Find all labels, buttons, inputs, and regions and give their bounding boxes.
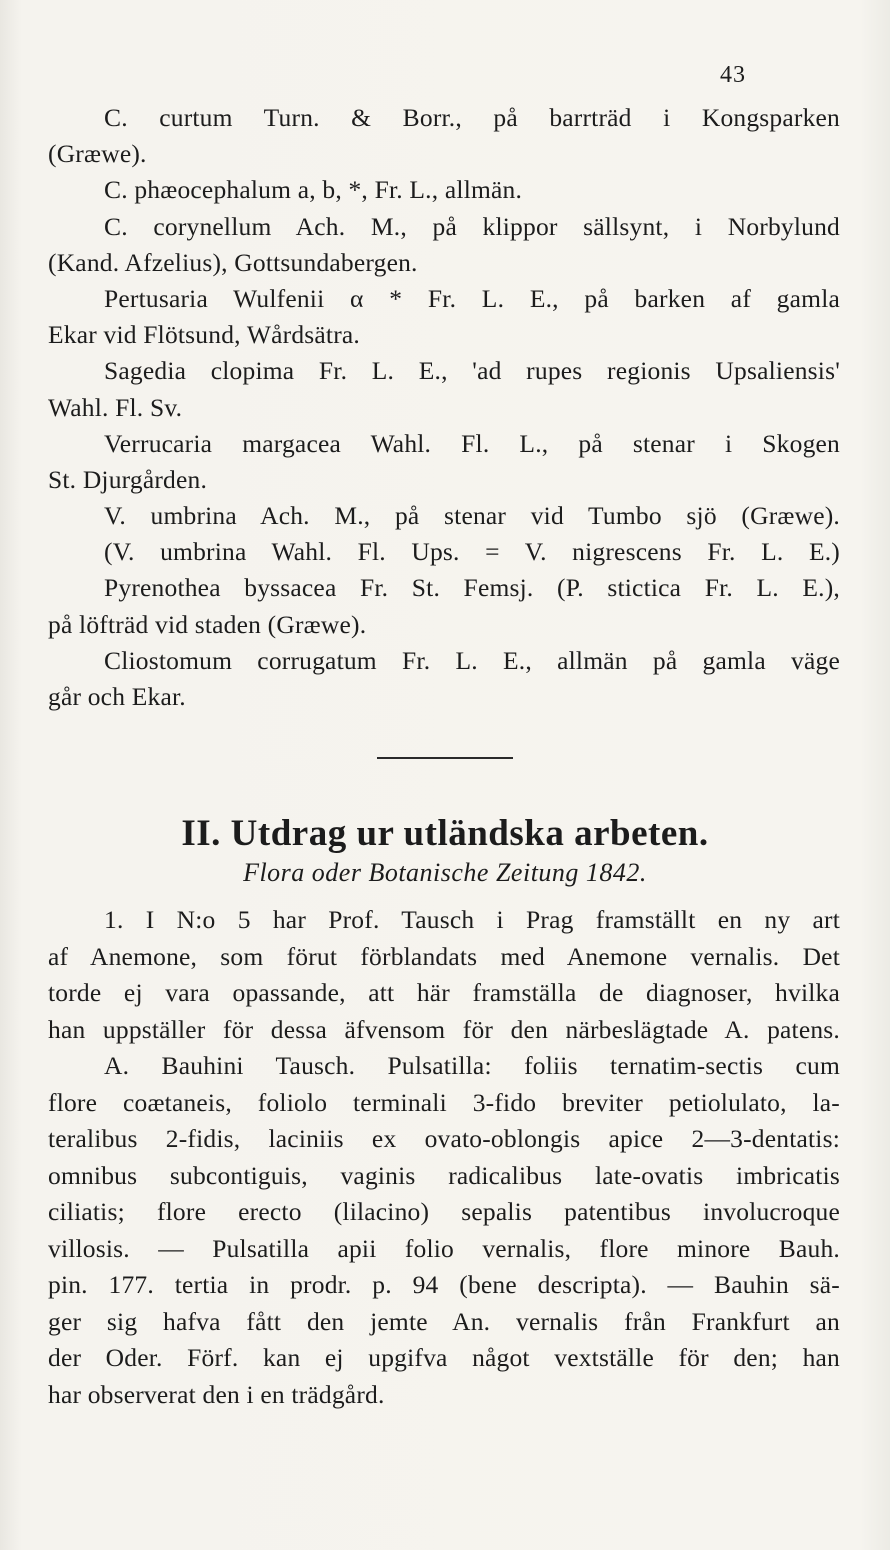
text-line: ger sig hafva fått den jemte An. vernalis från Frankfurt an bbox=[48, 1306, 840, 1336]
text-line: 1. I N:o 5 har Prof. Tausch i Prag framställt en ny art bbox=[104, 905, 840, 934]
body-text bbox=[48, 902, 840, 1413]
text-line: han uppställer för dessa äfvensom för den närbeslägtade A. patens. bbox=[48, 1014, 840, 1044]
text-line: af Anemone, som förut förblandats med Anemone vernalis. Det bbox=[48, 941, 840, 971]
text-line: på löfträd vid staden (Græwe). bbox=[48, 609, 367, 639]
text-line: Cliostomum corrugatum Fr. L. E., allmän på gamla väge bbox=[104, 645, 840, 675]
text-line: (V. umbrina Wahl. Fl. Ups. = V. nigrescens Fr. L. E.) bbox=[104, 537, 840, 567]
text-line: Pyrenothea byssacea Fr. St. Femsj. (P. stictica Fr. L. E.), bbox=[104, 573, 840, 603]
text-line: Pertusaria Wulfenii α * Fr. L. E., på barken af gamla bbox=[104, 283, 840, 313]
section-subheading: Flora oder Botanische Zeitung 1842. bbox=[243, 858, 647, 887]
text-line: teralibus 2-fidis, laciniis ex ovato-oblongis apice 2—3-dentatis: bbox=[48, 1124, 840, 1153]
page-number: 43 bbox=[720, 62, 746, 88]
section-heading: II. Utdrag ur utländska arbeten. bbox=[181, 813, 709, 854]
text-line: C. corynellum Ach. M., på klippor sällsynt, i Norbylund bbox=[104, 211, 840, 241]
text-line: V. umbrina Ach. M., på stenar vid Tumbo sjö (Græwe). bbox=[104, 501, 840, 531]
text-line: pin. 177. tertia in prodr. p. 94 (bene descripta). — Bauhin sä- bbox=[48, 1270, 840, 1299]
text-line: ciliatis; flore erecto (lilacino) sepalis patentibus involucroque bbox=[48, 1197, 840, 1226]
text-line: der Oder. Förf. kan ej upgifva något vextställe för den; han bbox=[48, 1343, 840, 1372]
text-line: Sagedia clopima Fr. L. E., 'ad rupes regionis Upsaliensis' bbox=[104, 356, 840, 386]
text-line: Ekar vid Flötsund, Wårdsätra. bbox=[48, 320, 360, 350]
text-line: Wahl. Fl. Sv. bbox=[48, 392, 183, 422]
text-line: Verrucaria margacea Wahl. Fl. L., på stenar i Skogen bbox=[104, 428, 840, 458]
text-line: C. curtum Turn. & Borr., på barrträd i Kongsparken bbox=[104, 103, 840, 132]
section-divider bbox=[0, 757, 890, 759]
text-line: C. phæocephalum a, b, *, Fr. L., allmän. bbox=[104, 175, 523, 205]
text-line: flore coætaneis, foliolo terminali 3-fido breviter petiolulato, la- bbox=[48, 1087, 840, 1117]
text-line: går och Ekar. bbox=[48, 682, 186, 711]
lichen-list bbox=[48, 100, 840, 715]
text-line: torde ej vara opassande, att här framställa de diagnoser, hvilka bbox=[48, 978, 840, 1007]
text-line: omnibus subcontiguis, vaginis radicalibus late-ovatis imbricatis bbox=[48, 1160, 840, 1190]
text-line: villosis. — Pulsatilla apii folio vernalis, flore minore Bauh. bbox=[48, 1233, 840, 1263]
divider-rule bbox=[377, 757, 513, 759]
text-line: St. Djurgården. bbox=[48, 464, 208, 494]
text-line: A. Bauhini Tausch. Pulsatilla: foliis ternatim-sectis cum bbox=[104, 1051, 840, 1080]
text-line: (Græwe). bbox=[48, 139, 147, 169]
text-line: har observerat den i en trädgård. bbox=[48, 1379, 385, 1409]
text-line: (Kand. Afzelius), Gottsundabergen. bbox=[48, 247, 418, 277]
